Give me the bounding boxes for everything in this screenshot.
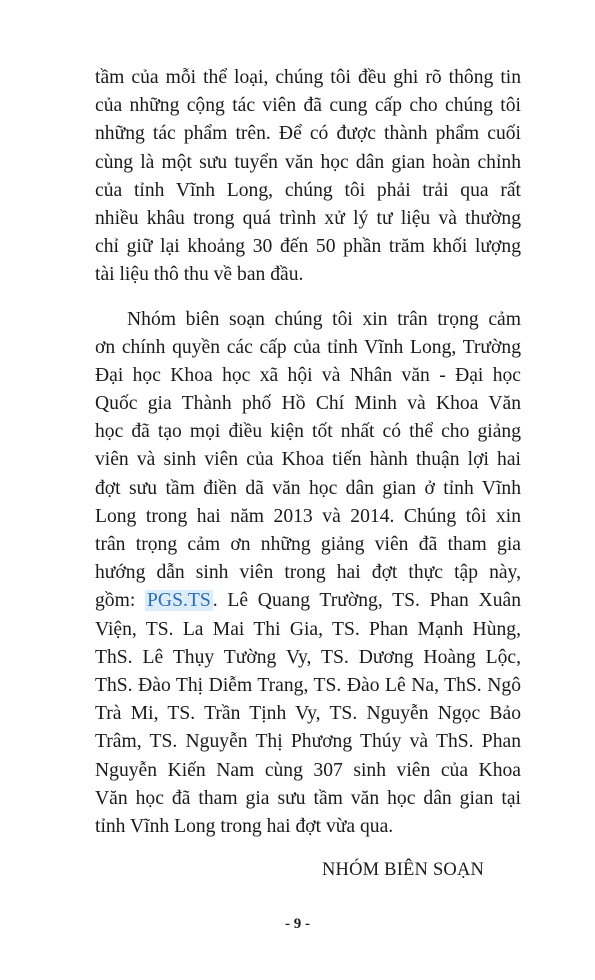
text-line: của những cộng tác viên đã cung cấp cho chúng tôi	[95, 95, 521, 117]
text-line: ThS. Lê Thụy Tường Vy, TS. Dương Hoàng Lộc,	[95, 646, 521, 668]
text-line: đợt sưu tầm điền dã văn học dân gian ở tỉnh Vĩnh	[95, 477, 521, 499]
text-line: nhiều khâu trong quá trình xử lý tư liệu và thường	[95, 207, 521, 229]
text-line: Văn học đã tham gia sưu tầm văn học dân gian tại	[95, 787, 521, 809]
text-line: trân trọng cảm ơn những giảng viên đã tham gia	[95, 534, 521, 555]
text-line: Nguyễn Kiến Nam cùng 307 sinh viên của Khoa	[95, 759, 521, 781]
text-line: tầm của mỗi thể loại, chúng tôi đều ghi rõ thông tin	[95, 67, 521, 88]
text-line: tỉnh Vĩnh Long trong hai đợt vừa qua.	[95, 815, 394, 837]
text-line: học đã tạo mọi điều kiện tốt nhất có thể cho giảng	[95, 421, 521, 443]
body-text	[95, 64, 521, 841]
text-line: ThS. Đào Thị Diễm Trang, TS. Đào Lê Na, ThS. Ngô	[95, 674, 521, 696]
text-line: Đại học Khoa học xã hội và Nhân văn - Đại học	[95, 364, 521, 386]
paragraph-1	[95, 64, 521, 290]
text-line: Long trong hai năm 2013 và 2014. Chúng tôi xin	[95, 505, 521, 527]
text-line: Quốc gia Thành phố Hồ Chí Minh và Khoa Văn	[95, 393, 521, 415]
text-line: ơn chính quyền các cấp của tỉnh Vĩnh Long, Trường	[95, 336, 521, 358]
text-line: những tác phẩm trên. Để có được thành phẩm cuối	[95, 123, 521, 145]
text-line: viên và sinh viên của Khoa tiến hành thuận lợi hai	[95, 449, 521, 471]
text-line: Trâm, TS. Nguyễn Thị Phương Thúy và ThS. Phan	[95, 731, 521, 753]
signature: NHÓM BIÊN SOẠN	[322, 860, 485, 880]
text-line: tài liệu thô thu về ban đầu.	[95, 264, 304, 286]
text-fragment: gồm:	[95, 590, 146, 612]
text-line: của tỉnh Vĩnh Long, chúng tôi phải trải qua rất	[95, 179, 521, 201]
page-number: - 9 -	[285, 916, 310, 932]
selected-text-highlight[interactable]: PGS.TS	[147, 590, 211, 612]
text-fragment: . Lê Quang Trường, TS. Phan Xuân	[212, 590, 521, 612]
text-line: hướng dẫn sinh viên trong hai đợt thực tập này,	[95, 562, 521, 584]
text-line: chỉ giữ lại khoảng 30 đến 50 phần trăm khối lượng	[95, 236, 521, 258]
paragraph-gap	[95, 290, 521, 306]
text-line: Viện, TS. La Mai Thi Gia, TS. Phan Mạnh Hùng,	[95, 618, 521, 640]
paragraph-2	[95, 306, 521, 842]
text-line: Nhóm biên soạn chúng tôi xin trân trọng cảm	[127, 308, 521, 330]
text-line: Trà Mi, TS. Trần Tịnh Vy, TS. Nguyễn Ngọc Bảo	[95, 703, 521, 725]
text-line-with-selection	[95, 587, 521, 615]
text-line: cùng là một sưu tuyển văn học dân gian hoàn chỉnh	[95, 151, 521, 173]
